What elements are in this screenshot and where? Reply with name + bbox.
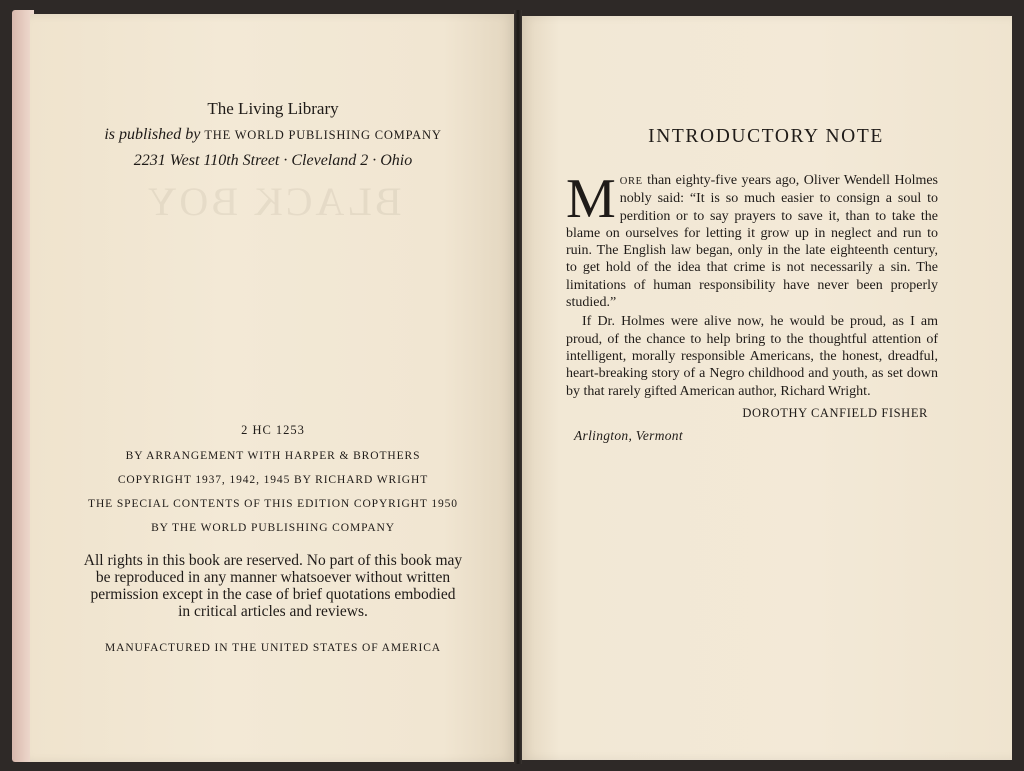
by-publisher-line: BY THE WORLD PUBLISHING COMPANY xyxy=(151,522,395,534)
author-signature: DOROTHY CANFIELD FISHER xyxy=(742,406,928,420)
signature-place: Arlington, Vermont xyxy=(574,428,683,443)
paragraph-1-text: than eighty-five years ago, Oliver Wendell Holmes nobly said: “It is so much easier to consign a soul to perdition or to say prayers to save it, than to take the blame on ourselves for letting it grow up in neglect and run to ruin. The English law began, only in the late eighteenth century, to get hold of the idea that crime is not necessarily a sin. The limitations of human responsibility have never been properly studied.” xyxy=(566,173,939,311)
special-edition-line: THE SPECIAL CONTENTS OF THIS EDITION COPYRIGHT 1950 xyxy=(88,498,458,510)
dropcap-continuation: ORE xyxy=(619,176,643,187)
publisher-imprint xyxy=(30,96,516,174)
published-by-text: is published by xyxy=(104,126,201,143)
note-title: INTRODUCTORY NOTE xyxy=(648,126,884,147)
drop-cap: M xyxy=(566,168,616,230)
copyright-block xyxy=(30,420,516,654)
paragraph-2: If Dr. Holmes were alive now, he would be proud, as I am proud, of the chance to help bring to the thoughtful attention of intelligent, morally responsible Americans, the honest, dreadful, heart-breaking story of a Negro childhood and youth, as set down by that rarely gifted American author, Richard Wright. xyxy=(566,314,938,399)
publisher-address: 2231 West 110th Street · Cleveland 2 · Ohio xyxy=(133,152,413,169)
note-body xyxy=(566,168,939,400)
published-by-line xyxy=(30,122,516,148)
publisher-name: THE WORLD PUBLISHING COMPANY xyxy=(204,128,442,142)
arrangement-line: BY ARRANGEMENT WITH HARPER & BROTHERS xyxy=(125,450,421,462)
paragraph-1 xyxy=(566,168,939,311)
manufactured-line: MANUFACTURED IN THE UNITED STATES OF AMERICA xyxy=(105,642,441,654)
rights-statement: All rights in this book are reserved. No part of this book may be reproduced in any manner whatsoever without written permission except in the case of brief quotations embodied in critical articles and reviews. xyxy=(83,552,463,620)
copyright-line: COPYRIGHT 1937, 1942, 1945 BY RICHARD WRIGHT xyxy=(117,474,429,486)
edition-code: 2 HC 1253 xyxy=(241,423,305,437)
series-name: The Living Library xyxy=(207,99,339,118)
